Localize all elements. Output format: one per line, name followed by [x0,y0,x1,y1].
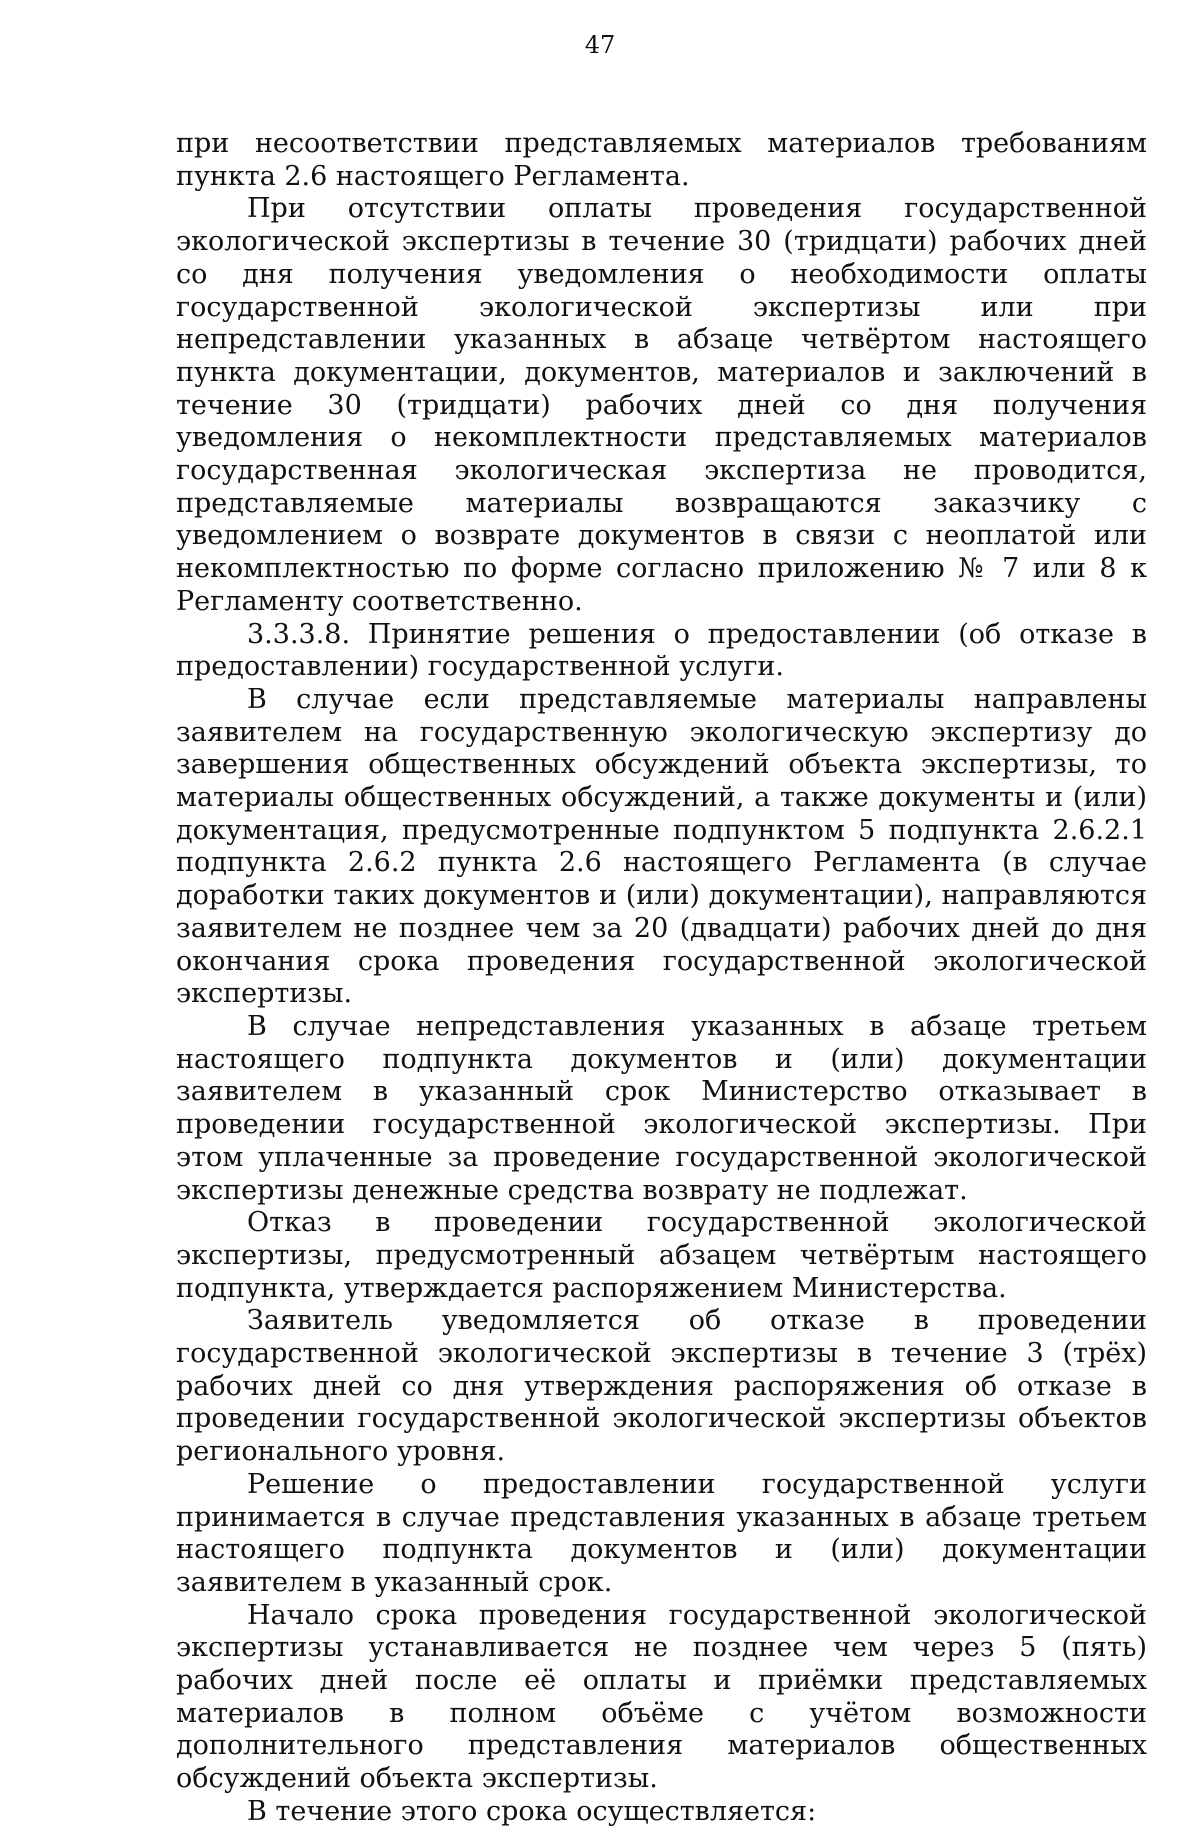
paragraph-payment-absence: При отсутствии оплаты проведения государственной экологической экспертизы в течение 30 (тридцати) рабочих дней со дня получения уведомления о необходимости оплаты государственной экологической экспертизы или при непредставлении указанных в абзаце четвёртом настоящего пункта документации, документов, материалов и заключений в течение 30 (тридцати) рабочих дней со дня получения уведомления о некомплектности представляемых материалов государственная экологическая экспертиза не проводится, представляемые материалы возвращаются заказчику с уведомлением о возврате документов в связи с неоплатой или некомплектностью по форме согласно приложению № 7 или 8 к Регламенту соответственно. [176,193,1147,617]
paragraph-service-decision: Решение о предоставлении государственной услуги принимается в случае представления указанных в абзаце третьем настоящего подпункта документов и (или) документации заявителем в указанный срок. [176,1468,1147,1598]
paragraph-refusal-conditions: В случае непредставления указанных в абзаце третьем настоящего подпункта документов и (или) документации заявителем в указанный срок Министерство отказывает в проведении государственной экологической экспертизы. При этом уплаченные за проведение государственной экологической экспертизы денежные средства возврату не подлежат. [176,1010,1147,1206]
paragraph-term-start: Начало срока проведения государственной экологической экспертизы устанавливается не позднее чем через 5 (пять) рабочих дней после её оплаты и приёмки представляемых материалов в полном объёме с учётом возможности дополнительного представления материалов общественных обсуждений объекта экспертизы. [176,1599,1147,1795]
paragraph-section-3-3-3-8: 3.3.3.8. Принятие решения о предоставлении (об отказе в предоставлении) государственной услуги. [176,618,1147,683]
paragraph-term-activities: В течение этого срока осуществляется: [247,1795,817,1827]
paragraph-refusal-approval: Отказ в проведении государственной экологической экспертизы, предусмотренный абзацем четвёртым настоящего подпункта, утверждается распоряжением Министерства. [176,1207,1147,1304]
document-body [176,128,1147,1829]
paragraph-continuation: при несоответствии представляемых материалов требованиям пункта 2.6 настоящего Регламента. [176,128,1147,192]
page-number: 47 [584,31,616,59]
paragraph-public-discussions: В случае если представляемые материалы направлены заявителем на государственную экологическую экспертизу до завершения общественных обсуждений объекта экспертизы, то материалы общественных обсуждений, а также документы и (или) документация, предусмотренные подпунктом 5 подпункта 2.6.2.1 подпункта 2.6.2 пункта 2.6 настоящего Регламента (в случае доработки таких документов и (или) документации), направляются заявителем не позднее чем за 20 (двадцати) рабочих дней до дня окончания срока проведения государственной экологической экспертизы. [176,683,1147,1010]
paragraph-applicant-notification: Заявитель уведомляется об отказе в проведении государственной экологической экспертизы в течение 3 (трёх) рабочих дней со дня утверждения распоряжения об отказе в проведении государственной экологической экспертизы объектов регионального уровня. [176,1305,1147,1468]
